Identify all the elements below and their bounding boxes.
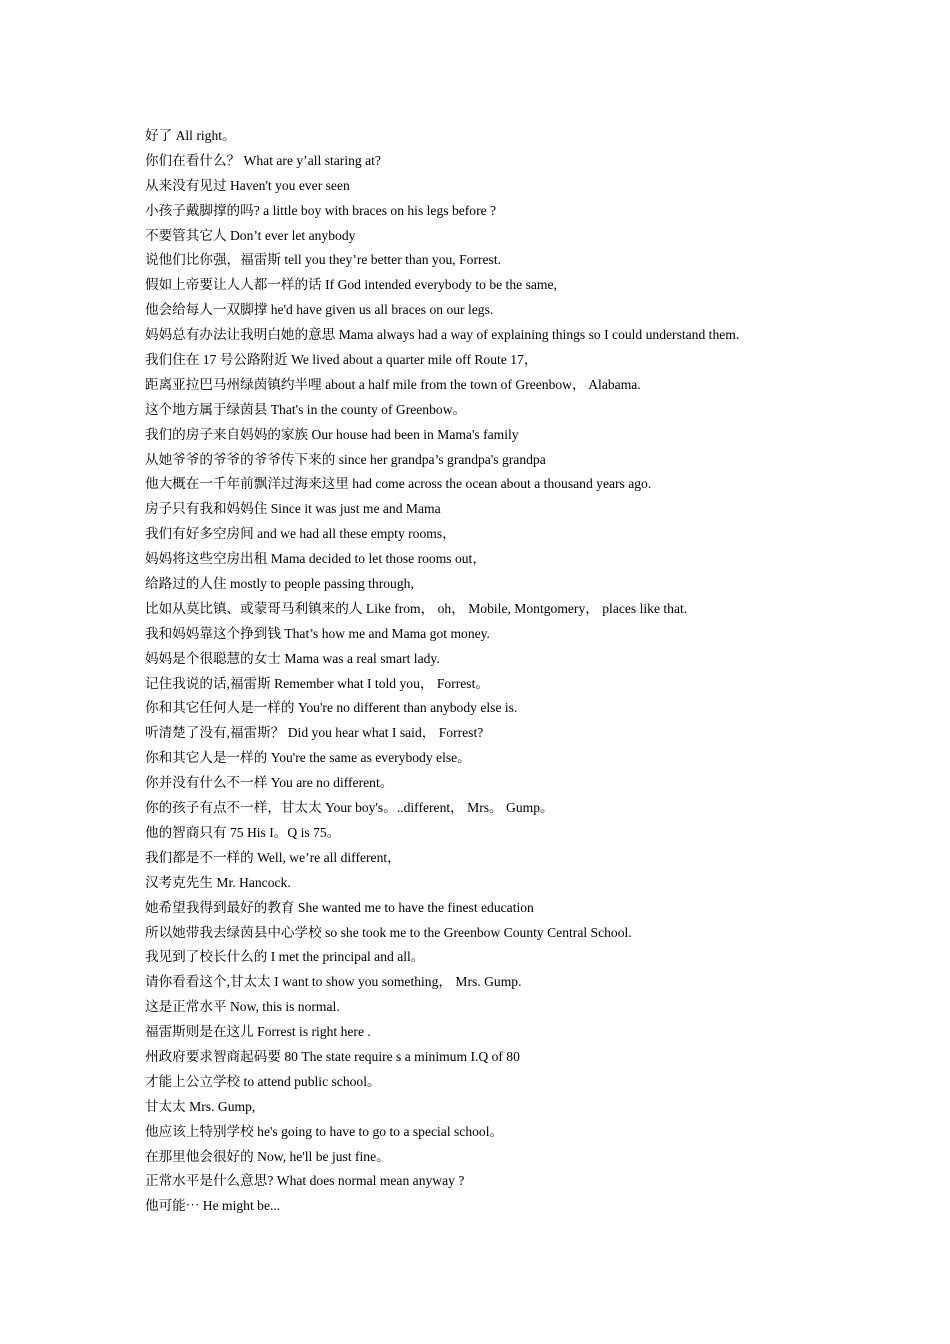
transcript-line: 这个地方属于绿茵县 That's in the county of Greenbow。 — [145, 401, 467, 417]
transcript-line: 你和其它人是一样的 You're the same as everybody else。 — [145, 750, 471, 766]
transcript-line: 所以她带我去绿茵县中心学校 so she took me to the Greenbow County Central School. — [145, 924, 632, 940]
transcript-line: 你和其它任何人是一样的 You're no different than anybody else is. — [145, 700, 518, 716]
transcript-line: 说他们比你强，福雷斯 tell you they’re better than you, Forrest. — [145, 252, 502, 268]
transcript-line: 他可能⋯ He might be... — [145, 1198, 281, 1214]
transcript-line: 我们的房子来自妈妈的家族 Our house had been in Mama's family — [145, 426, 519, 442]
transcript-line: 她希望我得到最好的教育 She wanted me to have the finest education — [145, 899, 534, 915]
transcript-line: 妈妈将这些空房出租 Mama decided to let those rooms out， — [145, 551, 486, 567]
transcript-line: 我见到了校长什么的 I met the principal and all。 — [145, 949, 425, 965]
transcript-line: 从来没有见过 Haven't you ever seen — [145, 177, 350, 193]
transcript-line: 州政府要求智商起码要 80 The state require s a minimum I.Q of 80 — [145, 1048, 520, 1064]
transcript-line: 这是正常水平 Now, this is normal. — [145, 999, 340, 1015]
transcript-line: 好了 All right。 — [145, 128, 236, 143]
transcript-line: 他大概在一千年前飘洋过海来这里 had come across the ocean about a thousand years ago. — [145, 476, 652, 492]
transcript-line: 你们在看什么？ What are y’all staring at? — [145, 152, 381, 168]
transcript-line: 给路过的人住 mostly to people passing through, — [145, 576, 414, 592]
transcript-line: 福雷斯则是在这儿 Forrest is right here . — [145, 1024, 371, 1040]
transcript-line: 从她爷爷的爷爷的爷爷传下来的 since her grandpa’s grandpa's grandpa — [145, 451, 546, 467]
transcript-lines — [145, 124, 905, 1219]
transcript-line: 我和妈妈靠这个挣到钱 That’s how me and Mama got money. — [145, 625, 490, 641]
transcript-line: 我们都是不一样的 Well, we’re all different， — [145, 849, 401, 865]
transcript-line: 妈妈是个很聪慧的女士 Mama was a real smart lady. — [145, 650, 440, 666]
transcript-line: 妈妈总有办法让我明白她的意思 Mama always had a way of explaining things so I could understand them. — [145, 327, 740, 343]
transcript-line: 甘太太 Mrs. Gump, — [145, 1098, 256, 1114]
transcript-line: 假如上帝要让人人都一样的话 If God intended everybody to be the same, — [145, 277, 557, 293]
transcript-line: 他应该上特别学校 he's going to have to go to a special school。 — [145, 1123, 504, 1139]
transcript-line: 我们住在 17 号公路附近 We lived about a quarter mile off Route 17， — [145, 352, 538, 368]
transcript-line: 比如从莫比镇、或蒙哥马利镇来的人 Like from， oh， Mobile, Montgomery， places like that. — [145, 600, 688, 616]
transcript-line: 小孩子戴脚撑的吗? a little boy with braces on his legs before ? — [145, 202, 497, 218]
transcript-line: 他的智商只有 75 His I。Q is 75。 — [145, 824, 341, 840]
transcript-line: 他会给每人一双脚撑 he'd have given us all braces on our legs. — [145, 302, 494, 318]
transcript-line: 你并没有什么不一样 You are no different。 — [145, 775, 394, 791]
transcript-line: 汉考克先生 Mr. Hancock. — [145, 874, 291, 890]
transcript-line: 距离亚拉巴马州绿茵镇约半哩 about a half mile from the town of Greenbow， Alabama. — [145, 376, 641, 392]
transcript-line: 我们有好多空房间 and we had all these empty rooms， — [145, 526, 456, 542]
transcript-line: 正常水平是什么意思? What does normal mean anyway ? — [145, 1173, 465, 1189]
transcript-line: 不要管其它人 Don’t ever let anybody — [145, 227, 356, 243]
transcript-line: 记住我说的话,福雷斯 Remember what I told you， Forrest。 — [145, 675, 489, 691]
transcript-line: 在那里他会很好的 Now, he'll be just fine。 — [145, 1148, 390, 1164]
transcript-line: 房子只有我和妈妈住 Since it was just me and Mama — [145, 501, 441, 517]
transcript-line: 你的孩子有点不一样，甘太太 Your boy's。..different， Mrs。 Gump。 — [145, 800, 554, 816]
transcript-line: 请你看看这个,甘太太 I want to show you something， Mrs. Gump. — [145, 974, 522, 990]
transcript-line: 才能上公立学校 to attend public school。 — [145, 1073, 381, 1089]
transcript-line: 听清楚了没有,福雷斯？ Did you hear what I said， Forrest? — [145, 725, 484, 741]
